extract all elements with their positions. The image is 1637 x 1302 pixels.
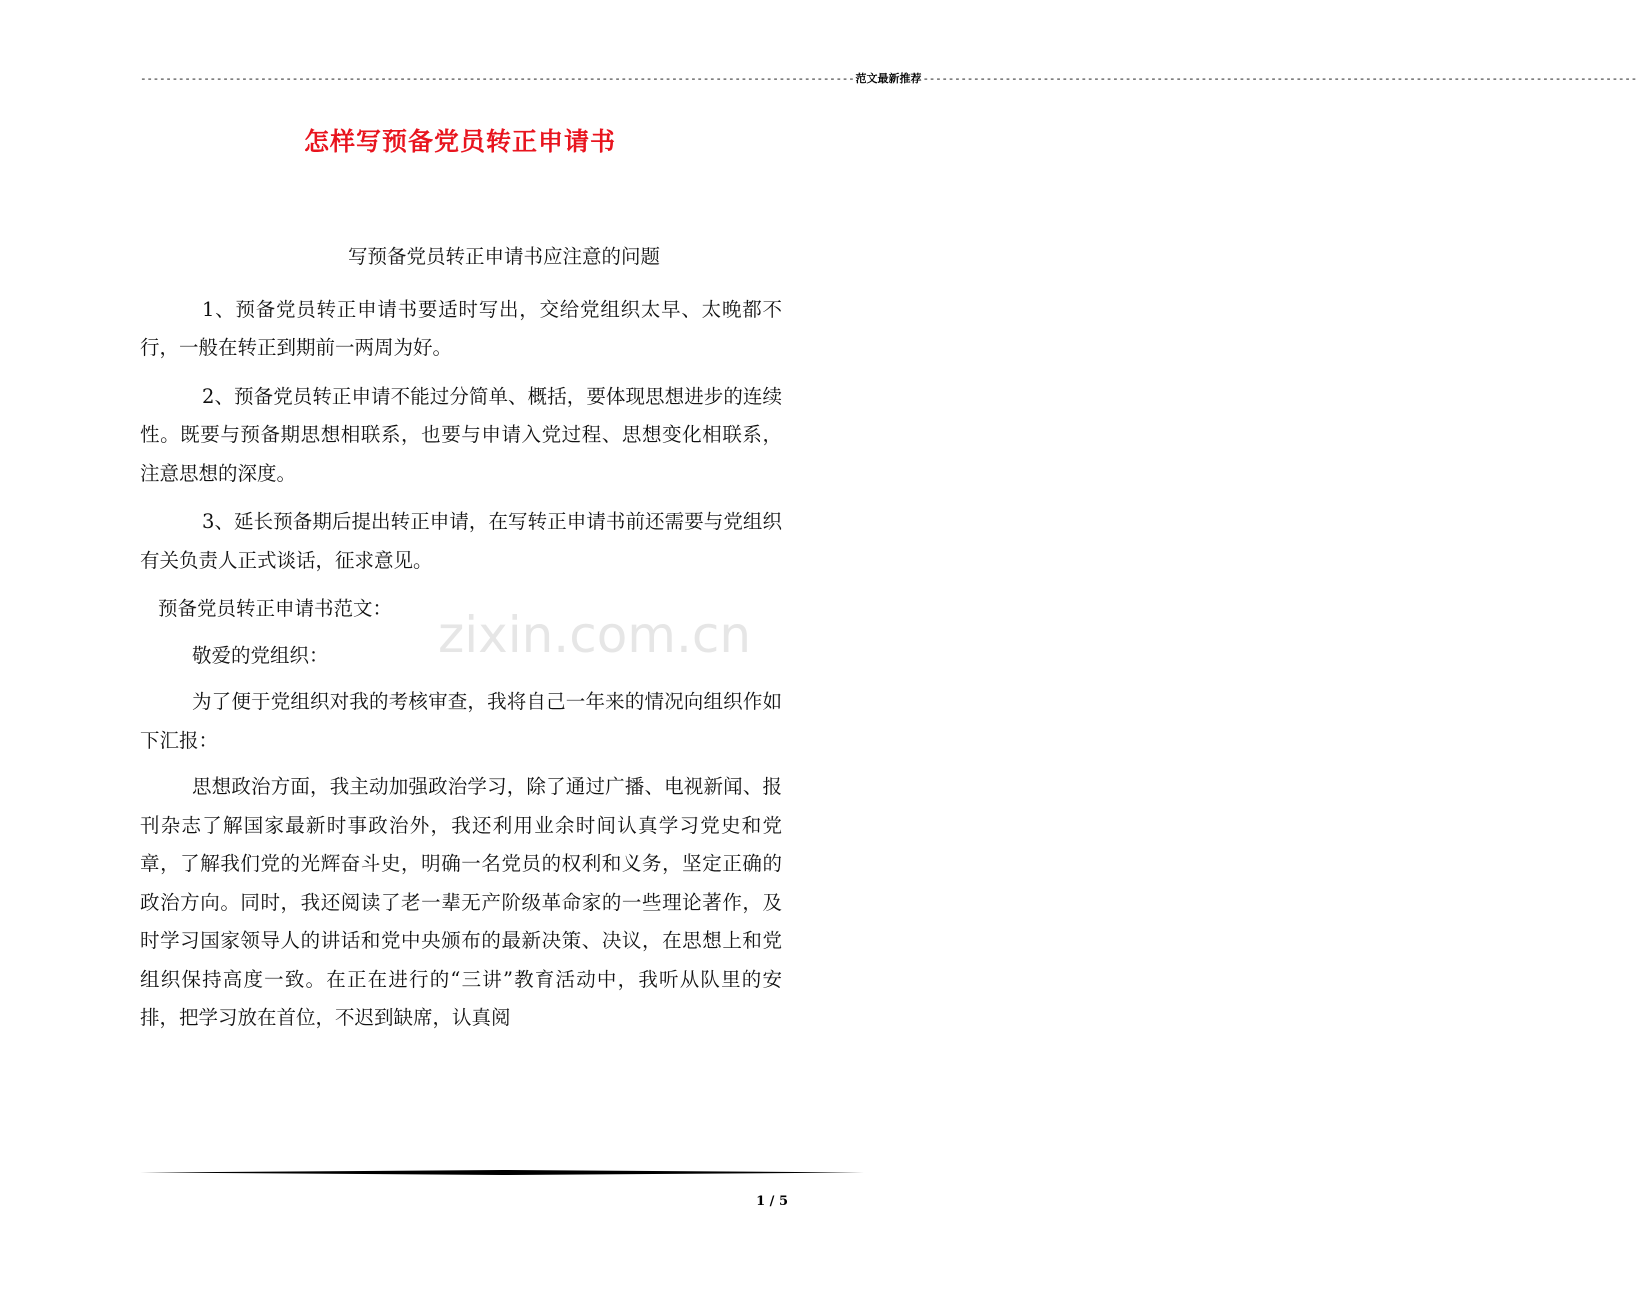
header-label: 范文最新推荐 [855,72,922,85]
note-item: 3、延长预备期后提出转正申请，在写转正申请书前还需要与党组织有关负责人正式谈话，征求意见。 [140,510,782,572]
footer-rule [140,1170,864,1175]
subheading: 写预备党员转正申请书应注意的问题 [348,245,661,268]
watermark: zixin.com.cn [438,606,752,664]
page-number: 1 / 5 [756,1194,788,1209]
note-item: 2、预备党员转正申请不能过分简单、概括，要体现思想进步的连续性。既要与预备期思想相联系，也要与申请入党过程、思想变化相联系，注意思想的深度。 [140,384,782,485]
document-title: 怎样写预备党员转正申请书 [303,127,616,156]
document-body [140,238,782,1046]
body-paragraph: 为了便于党组织对我的考核审查，我将自己一年来的情况向组织作如下汇报： [140,690,782,752]
header-banner [140,70,1637,86]
greeting: 敬爱的党组织： [192,643,329,667]
body-paragraph: 思想政治方面，我主动加强政治学习，除了通过广播、电视新闻、报刊杂志了解国家最新时事政治外，我还利用业余时间认真学习党史和党章，了解我们党的光辉奋斗史，明确一名党员的权利和义务，坚定正确的政治方向。同时，我还阅读了老一辈无产阶级革命家的一些理论著作，及时学习国家领导人的讲话和党中央颁布的最新决策、决议，在思想上和党组织保持高度一致。在正在进行的“三讲”教育活动中，我听从队里的安排，把学习放在首位，不迟到缺席，认真阅 [140,775,782,1029]
sample-label: 预备党员转正申请书范文： [158,597,393,620]
note-item: 1、预备党员转正申请书要适时写出，交给党组织太早、太晚都不行，一般在转正到期前一两周为好。 [140,297,782,359]
header-dash-left: ----------------------------------------------------------------------------------------------------------------- [140,71,855,85]
header-dash-right: ----------------------------------------------------------------------------------------------------------------- [922,71,1637,85]
